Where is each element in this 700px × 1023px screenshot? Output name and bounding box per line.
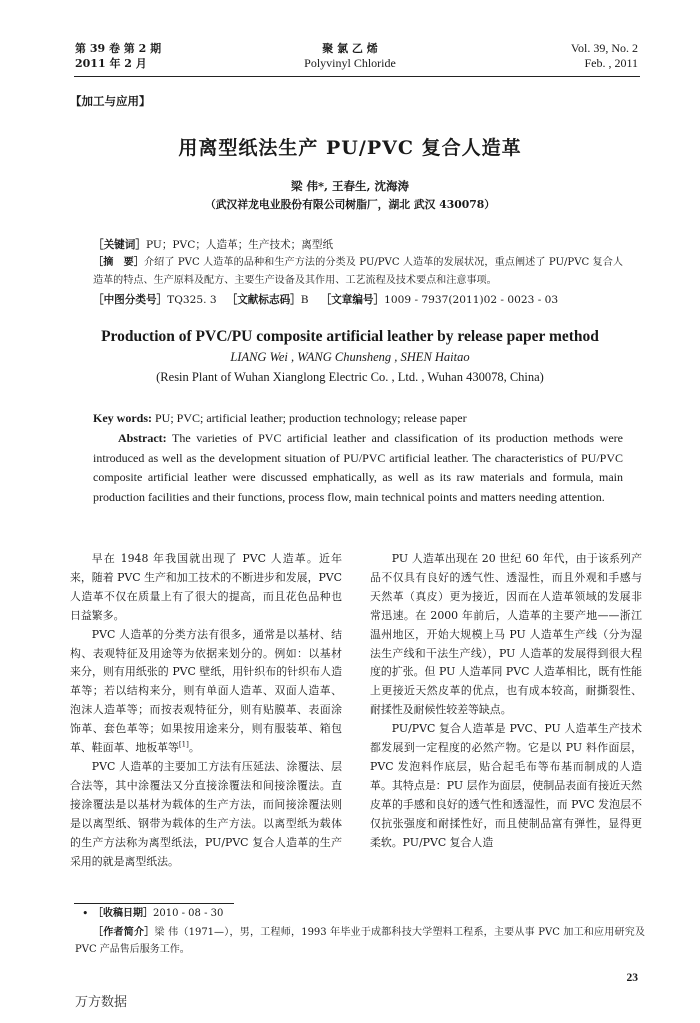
author-bio-text: 梁 伟（1971—），男，工程师，1993 年毕业于成都科技大学塑料工程系，主要从事 PVC 加工和应用研究及 PVC 产品售后服务工作。 xyxy=(75,927,646,955)
keywords-en-label: Key words: xyxy=(93,411,152,425)
abstract-en-text: The varieties of PVC artificial leather and classification of its production methods were introduced as well as the development situation of PU/PVC artificial leather. The characteristics of PU/PVC composite artificial leather were discussed emphatically, as well as its raw materials and formula, main production facilities and their functions, process flow, main technical points and matters needing attention. xyxy=(93,431,623,504)
abstract-cn xyxy=(93,254,623,290)
abstract-cn-text: 介绍了 PVC 人造革的品种和生产方法的分类及 PU/PVC 人造革的发展状况，重点阐述了 PU/PVC 复合人造革的特点、生产原料及配方、主要生产设备及其作用、工艺流程及技术要点和注意事项。 xyxy=(93,257,623,287)
header-date-cn: 2011 年 2 月 xyxy=(75,57,147,70)
keywords-en xyxy=(93,410,623,428)
footnote-bullet: • xyxy=(82,907,89,920)
keywords-cn xyxy=(93,236,623,254)
citation-ref: [1] xyxy=(178,740,189,749)
affiliation-en: (Resin Plant of Wuhan Xianglong Electric Co. , Ltd. , Wuhan 430078, China) xyxy=(156,370,544,384)
header-date-en: Feb. , 2011 xyxy=(584,56,638,70)
received-value: 2010 - 08 - 30 xyxy=(153,908,224,919)
clc-value: TQ325. 3 xyxy=(167,294,217,306)
title-cn: 用离型纸法生产 PU/PVC 复合人造革 xyxy=(178,137,522,159)
abstract-en-label: Abstract: xyxy=(118,431,167,445)
header-volume-en: Vol. 39, No. 2 xyxy=(570,41,638,55)
affiliation-cn: （武汉祥龙电业股份有限公司树脂厂，湖北 武汉 430078） xyxy=(204,198,496,211)
header-rule xyxy=(74,76,640,77)
doc-code-value: B xyxy=(300,294,309,306)
received-label: ［收稿日期］ xyxy=(93,908,153,919)
body-left-paragraph: PVC 人造革的主要加工方法有压延法、涂覆法、层合法等，其中涂覆法又分直接涂覆法和间接涂覆法。直接涂覆法是以基材为载体的生产方法，而间接涂覆法则是以离型纸、钢带为载体的生产方法。以离型纸为载体的生产方法称为离型纸法，PU/PVC 复合人造革的生产采用的就是离型纸法。 xyxy=(70,759,342,868)
keywords-en-text: PU; PVC; artificial leather; production technology; release paper xyxy=(155,411,467,425)
article-no-label: ［文章编号］ xyxy=(320,294,385,306)
watermark-wanfang: 万方数据 xyxy=(75,995,128,1010)
body-left-paragraph: PVC 人造革的分类方法有很多，通常是以基材、结构、表观特征及用途等为依据来划分的。例如：以基材来分，则有用纸张的 PVC 壁纸，用针织布的针织布人造革等；若以结构来分，则有单面人造革、双面人造革、泡沫人造革等；而按表观特征分，则有贴膜革、表面涂饰革、套色革等；如果按用途来分，则有服装革、箱包革、鞋面革、地板革等[1]。 xyxy=(70,627,342,755)
body-left-column xyxy=(70,550,342,871)
abstract-cn-label: ［摘 要］ xyxy=(93,257,144,268)
section-label: 【加工与应用】 xyxy=(70,94,151,108)
author-bio-label: ［作者简介］ xyxy=(93,927,155,938)
doc-code-label: ［文献标志码］ xyxy=(226,294,301,306)
footnote-author xyxy=(75,925,645,958)
footnote-received xyxy=(93,906,623,922)
header-volume-cn: 第 39 卷 第 2 期 xyxy=(75,42,162,55)
classification-line xyxy=(93,291,623,309)
authors-en: LIANG Wei , WANG Chunsheng , SHEN Haitao xyxy=(230,350,470,364)
article-no-value: 1009 - 7937(2011)02 - 0023 - 03 xyxy=(384,294,559,306)
body-right-paragraph: PU 人造革出现在 20 世纪 60 年代，由于该系列产品不仅具有良好的透气性、透湿性，而且外观和手感与天然革（真皮）更为接近，因而在人造革领域的发展非常迅速。在 2000 年前后，人造革的主要产地——浙江温州地区，开始大规模上马 PU 人造革生产线（分为湿法生产线和干法生产线），PU 人造革的发展得到很大程度的扩张。但 PU 人造革同 PVC 人造革相比，既有性能上更接近天然皮革的优点，也有成本较高，耐撕裂性、耐揉性及耐候性较差等缺点。 xyxy=(370,552,642,717)
abstract-en xyxy=(93,429,623,507)
header-journal-en: Polyvinyl Chloride xyxy=(304,56,396,70)
keywords-cn-text: PU；PVC；人造革；生产技术；离型纸 xyxy=(145,239,334,251)
authors-cn: 梁 伟*, 王春生, 沈海涛 xyxy=(290,179,410,193)
body-left-paragraph: 早在 1948 年我国就出现了 PVC 人造革。近年来，随着 PVC 生产和加工技术的不断进步和发展，PVC 人造革不仅在质量上有了很大的提高，而且花色品种也日益繁多。 xyxy=(70,552,342,622)
footnote-rule xyxy=(74,903,234,904)
clc-label: ［中图分类号］ xyxy=(93,294,168,306)
header-journal-cn: 聚 氯 乙 烯 xyxy=(322,42,378,55)
body-right-paragraph: PU/PVC 复合人造革是 PVC、PU 人造革生产技术都发展到一定程度的必然产物。它是以 PU 料作面层，PVC 发泡料作底层，贴合起毛布等布基而制成的人造革。其特点是：PU 层作为面层，使制品表面有接近天然皮革的手感和良好的透气性和透湿性，而 PVC 发泡层不仅抗张强度和耐揉性好，而且使制品富有弹性，显得更柔软。PU/PVC 复合人造 xyxy=(370,722,642,849)
title-en: Production of PVC/PU composite artificial leather by release paper method xyxy=(101,328,599,345)
page-number: 23 xyxy=(626,972,638,984)
keywords-cn-label: ［关键词］ xyxy=(93,239,146,251)
body-right-column xyxy=(370,550,642,853)
